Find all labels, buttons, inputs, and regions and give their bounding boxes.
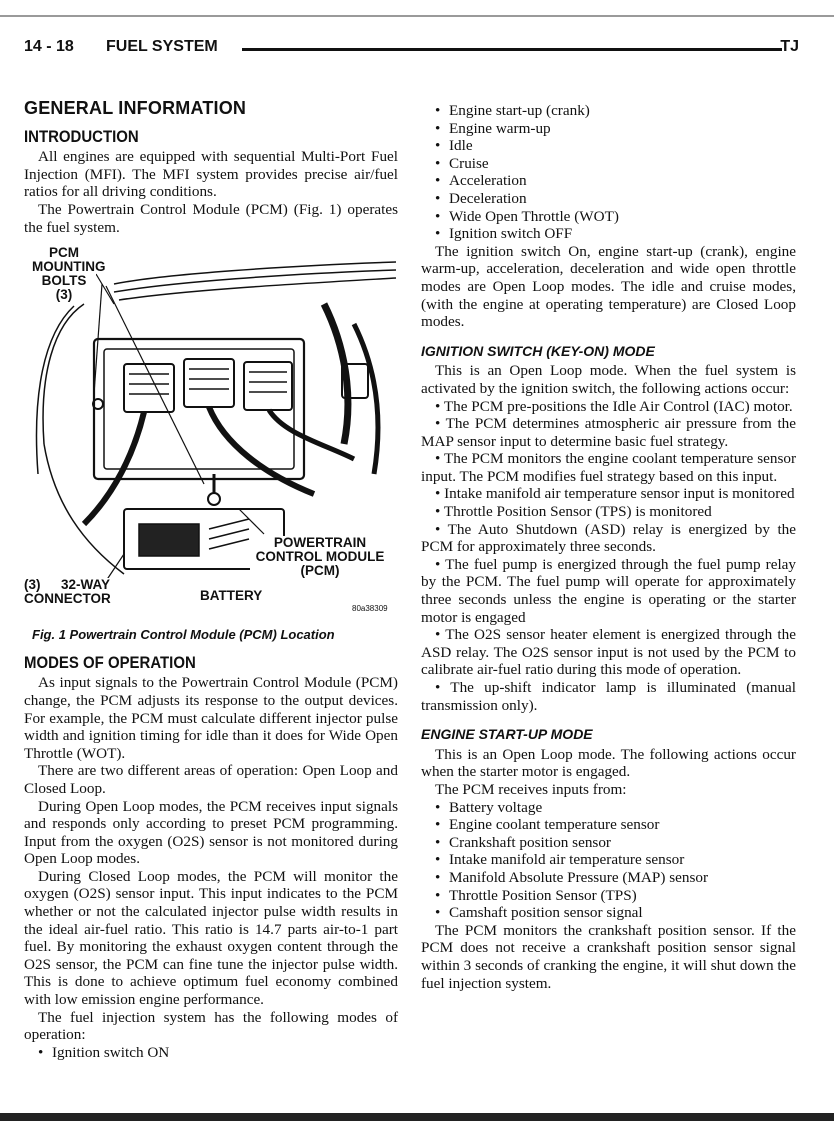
- list-item: • Ignition switch ON: [38, 1044, 398, 1062]
- modes-of-operation-heading: MODES OF OPERATION: [24, 652, 196, 672]
- list-item: • Ignition switch OFF: [435, 225, 796, 243]
- start-paragraph-2: The PCM receives inputs from:: [435, 780, 627, 798]
- introduction-heading: INTRODUCTION: [24, 126, 139, 146]
- modes-paragraph-6: The ignition switch On, engine start-up (crank), engine warm-up, acceleration, deceleration and wide open throttle modes are Open Loop modes. The idle and cruise modes, (with the engine at operating temperature) are Closed Loop modes.: [421, 242, 796, 331]
- ignition-paragraph-1: This is an Open Loop mode. When the fuel system is activated by the ignition switch, the following actions occur:: [421, 362, 796, 397]
- start-paragraph-3: The PCM monitors the crankshaft position sensor. If the PCM does not receive a crankshaft position sensor signal within 3 seconds of cranking the engine, it will shut down the fuel injection system.: [421, 921, 796, 992]
- header-rule: [242, 48, 782, 51]
- list-item: • Wide Open Throttle (WOT): [435, 208, 796, 226]
- ignition-item-1: • The PCM pre-positions the Idle Air Control (IAC) motor.: [435, 397, 793, 415]
- ignition-item-3: • The PCM monitors the engine coolant temperature sensor input. The PCM modifies fuel strategy based on this input.: [421, 450, 797, 485]
- ignition-switch-mode-heading: IGNITION SWITCH (KEY-ON) MODE: [421, 342, 655, 359]
- modes-paragraph-4: During Closed Loop modes, the PCM will monitor the oxygen (O2S) sensor input. This input indicates to the PCM whether or not the calculated injector pulse width results in the ideal air-fuel ratio. This ratio is 14.7 parts air-to-1 part fuel. By monitoring the exhaust oxygen content through the O2S sensor, the PCM can fine tune the injector pulse width. This is done to achieve optimum fuel economy combined with low emission engine performance.: [24, 867, 398, 1009]
- modes-paragraph-2: There are two different areas of operation: Open Loop and Closed Loop.: [24, 762, 398, 797]
- top-rule: [0, 15, 834, 17]
- start-inputs-list: [421, 799, 796, 922]
- modes-list-start: [24, 1044, 398, 1062]
- intro-paragraph-2: The Powertrain Control Module (PCM) (Fig. 1) operates the fuel system.: [24, 200, 398, 236]
- general-information-heading: GENERAL INFORMATION: [24, 98, 247, 118]
- modes-paragraph-1: As input signals to the Powertrain Control Module (PCM) change, the PCM adjusts its response to the output devices. For example, the PCM must calculate different injector pulse width and ignition timing for idle than it does for Wide Open Throttle (WOT).: [24, 674, 398, 762]
- list-item: • Battery voltage: [435, 799, 796, 817]
- bottom-rule: [0, 1113, 834, 1121]
- model-code: TJ: [780, 38, 799, 55]
- list-item: • Cruise: [435, 155, 796, 173]
- page-header: [24, 36, 799, 62]
- ignition-item-2: • The PCM determines atmospheric air pressure from the MAP sensor input to determine basic fuel strategy.: [421, 415, 797, 450]
- left-column: [24, 100, 398, 1061]
- list-item: • Engine warm-up: [435, 120, 796, 138]
- right-column: [421, 102, 796, 992]
- ignition-item-9: • The up-shift indicator lamp is illuminated (manual transmission only).: [421, 679, 796, 714]
- modes-list-continued: [421, 102, 796, 243]
- list-item: • Crankshaft position sensor: [435, 834, 796, 852]
- list-item: • Acceleration: [435, 172, 796, 190]
- ignition-item-8: • The O2S sensor heater element is energized through the ASD relay. The O2S sensor input is not used by the PCM to calibrate air-fuel ratio during this mode of operation.: [421, 626, 796, 679]
- ignition-item-7: • The fuel pump is energized through the fuel pump relay by the PCM. The fuel pump will operate for approximately three seconds unless the engine is operating or the starter motor is engaged: [421, 555, 796, 626]
- ignition-item-5: • Throttle Position Sensor (TPS) is monitored: [435, 503, 712, 521]
- figure-id: 80a38309: [352, 604, 388, 614]
- start-paragraph-1: This is an Open Loop mode. The following actions occur when the starter motor is engaged.: [421, 745, 796, 781]
- powertrain-control-module-label: POWERTRAIN CONTROL MODULE (PCM): [250, 536, 390, 578]
- pcm-mounting-bolts-label: PCM MOUNTING BOLTS (3): [32, 245, 106, 303]
- list-item: • Idle: [435, 137, 796, 155]
- page-number: 14 - 18: [24, 38, 74, 55]
- list-item: • Manifold Absolute Pressure (MAP) sensor: [435, 869, 796, 887]
- list-item: • Deceleration: [435, 190, 796, 208]
- engine-start-up-mode-heading: ENGINE START-UP MODE: [421, 726, 593, 743]
- list-item: • Camshaft position sensor signal: [435, 904, 796, 922]
- ignition-item-4: • Intake manifold air temperature sensor input is monitored: [435, 485, 795, 503]
- ignition-item-6: • The Auto Shutdown (ASD) relay is energized by the PCM for approximately three seconds.: [421, 520, 796, 556]
- list-item: • Intake manifold air temperature sensor: [435, 851, 796, 869]
- pcm-location-figure: [24, 244, 398, 622]
- modes-paragraph-5: The fuel injection system has the following modes of operation:: [24, 1008, 398, 1044]
- list-item: • Engine start-up (crank): [435, 102, 796, 120]
- modes-paragraph-3: During Open Loop modes, the PCM receives input signals and responds only according to preset PCM programming. Input from the oxygen (O2S) sensor is not monitored during Open Loop modes.: [24, 797, 398, 868]
- connector-label: (3) 32-WAY CONNECTOR: [24, 577, 111, 607]
- list-item: • Throttle Position Sensor (TPS): [435, 887, 796, 905]
- list-item: • Engine coolant temperature sensor: [435, 816, 796, 834]
- section-title: FUEL SYSTEM: [106, 38, 218, 55]
- intro-paragraph-1: All engines are equipped with sequential Multi-Port Fuel Injection (MFI). The MFI system provides precise air/fuel ratios for all driving conditions.: [24, 148, 398, 201]
- battery-label: BATTERY: [200, 588, 263, 604]
- figure-caption: Fig. 1 Powertrain Control Module (PCM) Location: [32, 627, 335, 643]
